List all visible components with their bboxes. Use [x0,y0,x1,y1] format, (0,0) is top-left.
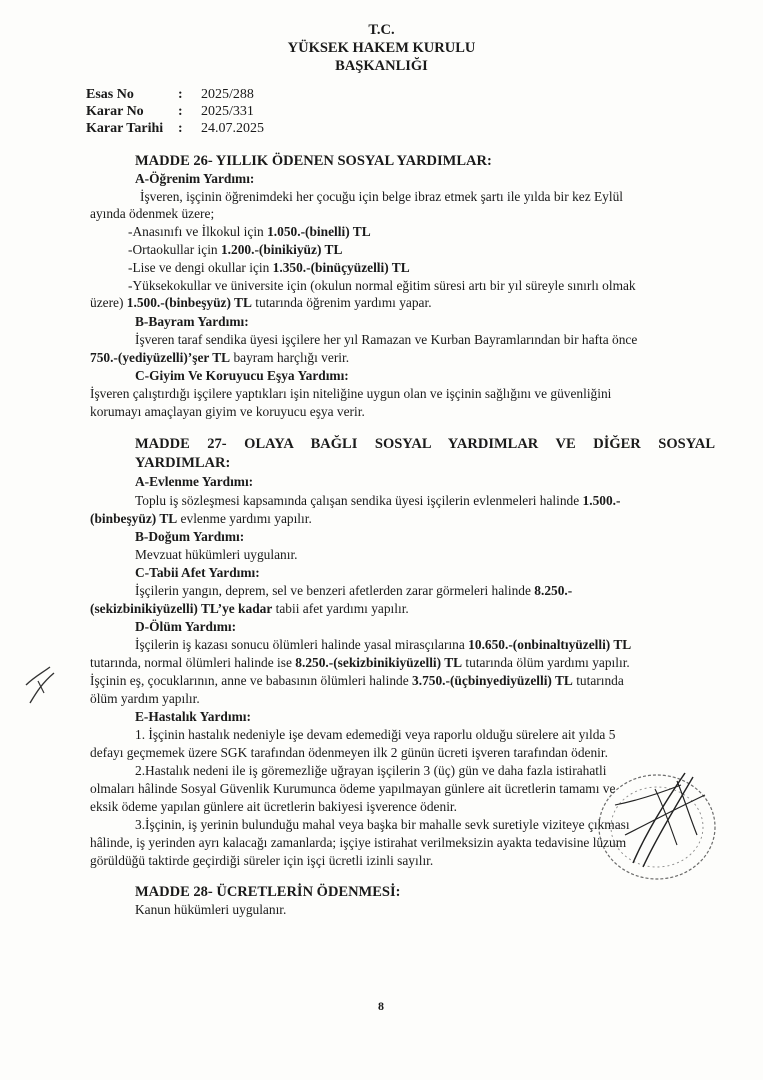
madde-26-a-title: A-Öğrenim Yardımı: [135,171,255,186]
karar-tarihi-label: Karar Tarihi [86,121,164,136]
madde-26-a-text-l2: ayında ödenmek üzere; [90,206,215,221]
madde-26-title: MADDE 26- YILLIK ÖDENEN SOSYAL YARDIMLAR: [135,153,492,169]
madde-26-a-text-l1: İşveren, işçinin öğrenimdeki her çocuğu için belge ibraz etmek şartı ile yılda bir kez Eylül [140,189,624,204]
madde-28-title: MADDE 28- ÜCRETLERİN ÖDENMESİ: [135,884,401,900]
madde-26-b-l2: 750.-(yediyüzelli)’şer TL bayram harçlığı verir. [90,350,350,365]
madde-27-c-title: C-Tabii Afet Yardımı: [135,565,260,580]
karar-no-value: 2025/331 [201,104,254,119]
madde-27-d-l4: ölüm yardım yapılır. [90,691,200,706]
madde-27-d-l2: tutarında, normal ölümleri halinde ise 8.250.-(sekizbinikiyüzelli) TL tutarında ölüm yardımı yapılır. [90,655,630,670]
madde-26-c-l2: korumayı amaçlayan giyim ve koruyucu eşya verir. [90,404,365,419]
madde-26-c-l1: İşveren çalıştırdığı işçilere yaptıkları işin niteliğine uygun olan ve işçinin sağlığını ve güvenliğini [90,386,612,401]
madde-27-e-p3-l2: hâlinde, iş yerinden ayrı kalacağı zamanlarda; işçiye istirahat verilmeksizin ayakta tedavisine lüzum [90,835,627,850]
madde-27-e-p2-l2: olmaları hâlinde Sosyal Güvenlik Kurumunca ödeme yapılmayan günlere ait ücretlerin tamamı ve [90,781,616,796]
madde-27-e-p2-l3: eksik ödeme yapılan günlere ait ücretlerin bakiyesi işverence ödenir. [90,799,457,814]
madde-28-l1: Kanun hükümleri uygulanır. [135,902,287,917]
header-institution: YÜKSEK HAKEM KURULU [287,40,476,56]
madde-27-b-title: B-Doğum Yardımı: [135,529,245,544]
madde-26-c-title: C-Giyim Ve Koruyucu Eşya Yardımı: [135,368,349,383]
madde-27-e-p1-l2: defayı geçmemek üzere SGK tarafından ödenmeyen ilk 2 günün ücreti işveren tarafından ödenir. [90,745,608,760]
esas-no-label: Esas No [86,87,134,102]
madde-27-c-l1: İşçilerin yangın, deprem, sel ve benzeri afetlerden zarar görmeleri halinde 8.250.- [135,583,573,598]
madde-27-title-l2: YARDIMLAR: [135,455,231,471]
madde-27-e-p2-l1: 2.Hastalık nedeni ile iş göremezliğe uğrayan işçilerin 3 (üç) gün ve daha fazla istirahatli [135,763,607,778]
madde-26-a-item-3: -Lise ve dengi okullar için 1.350.-(binüçyüzelli) TL [128,260,410,275]
madde-27-title-l1: MADDE 27- OLAYA BAĞLI SOSYAL YARDIMLAR VE DİĞER SOSYAL [135,436,715,452]
official-stamp-signature-icon [585,765,725,885]
madde-26-a-item-2: -Ortaokullar için 1.200.-(binikiyüz) TL [128,242,343,257]
madde-26-b-title: B-Bayram Yardımı: [135,314,249,329]
karar-tarihi-value: 24.07.2025 [201,121,264,136]
esas-no-value: 2025/288 [201,87,254,102]
madde-27-e-p1-l1: 1. İşçinin hastalık nedeniyle işe devam edemediği veya raporlu olduğu sürelere ait yılda 5 [135,727,616,742]
karar-no-sep: : [178,104,183,119]
page-number: 8 [378,999,384,1013]
header-presidency: BAŞKANLIĞI [335,58,428,74]
madde-27-e-p3-l1: 3.İşçinin, iş yerinin bulunduğu mahal veya başka bir mahalle sevk suretiyle viziteye çıkması [135,817,630,832]
karar-no-label: Karar No [86,104,144,119]
madde-27-b-l1: Mevzuat hükümleri uygulanır. [135,547,298,562]
esas-no-sep: : [178,87,183,102]
madde-26-a-item-4-l1: -Yüksekokullar ve üniversite için (okulun normal eğitim süresi artı bir yıl süreyle sınırlı olmak [128,278,636,293]
madde-27-a-l2: (binbeşyüz) TL evlenme yardımı yapılır. [90,511,312,526]
header-tc: T.C. [368,22,395,38]
madde-27-e-p3-l3: görüldüğü taktirde geçirdiği süreler için işçi ücretli izinli sayılır. [90,853,434,868]
madde-27-d-l3: İşçinin eş, çocuklarının, anne ve babasının ölümleri halinde 3.750.-(üçbinyediyüzelli) TL tutarında [90,673,624,688]
madde-27-d-l1: İşçilerin iş kazası sonucu ölümleri halinde yasal mirasçılarına 10.650.-(onbinaltıyüzelli) TL [135,637,632,652]
madde-27-c-l2: (sekizbinikiyüzelli) TL’ye kadar tabii afet yardımı yapılır. [90,601,409,616]
madde-27-a-title: A-Evlenme Yardımı: [135,474,254,489]
madde-26-a-item-4-l2: üzere) 1.500.-(binbeşyüz) TL tutarında öğrenim yardımı yapar. [90,295,432,310]
madde-26-a-item-1: -Anasınıfı ve İlkokul için 1.050.-(binelli) TL [128,224,371,239]
madde-26-b-l1: İşveren taraf sendika üyesi işçilere her yıl Ramazan ve Kurban Bayramlarından bir hafta önce [135,332,638,347]
margin-handwritten-mark-icon [20,655,60,710]
karar-tarihi-sep: : [178,121,183,136]
madde-27-a-l1: Toplu iş sözleşmesi kapsamında çalışan sendika üyesi işçilerin evlenmeleri halinde 1.500.- [135,493,621,508]
madde-27-e-title: E-Hastalık Yardımı: [135,709,251,724]
madde-27-d-title: D-Ölüm Yardımı: [135,619,237,634]
